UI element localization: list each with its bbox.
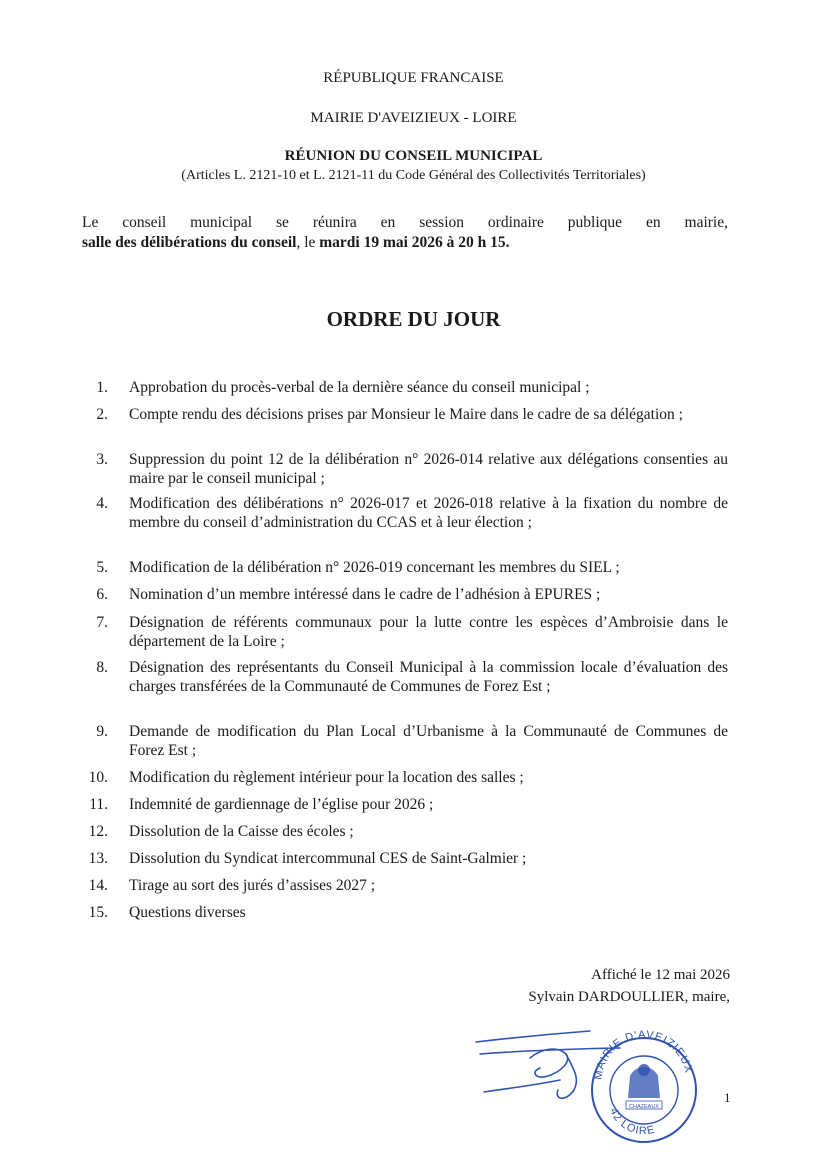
agenda-title: ORDRE DU JOUR bbox=[326, 307, 501, 331]
agenda-text: Tirage au sort des jurés d’assises 2027 ; bbox=[129, 877, 376, 894]
agenda-text: Modification des délibérations n° 2026-017 et 2026-018 relative à la fixation du nombre de membre du conseil d’administration du CCAS et à leur élection ; bbox=[129, 495, 728, 531]
agenda-number: 14. bbox=[88, 877, 108, 894]
agenda-number: 6. bbox=[96, 586, 108, 603]
intro-line-1: Le conseil municipal se réunira en session ordinaire publique en mairie, bbox=[82, 214, 728, 231]
agenda-text: Questions diverses bbox=[129, 904, 246, 921]
agenda-text: Nomination d’un membre intéressé dans le cadre de l’adhésion à EPURES ; bbox=[129, 586, 601, 603]
agenda-number: 5. bbox=[96, 559, 108, 576]
articles-reference: (Articles L. 2121-10 et L. 2121-11 du Code Général des Collectivités Territoriales) bbox=[181, 168, 646, 183]
reunion-title: RÉUNION DU CONSEIL MUNICIPAL bbox=[284, 148, 543, 164]
agenda-text: Suppression du point 12 de la délibération n° 2026-014 relative aux délégations consenties au maire par le conseil municipal ; bbox=[129, 451, 728, 487]
page-number: 1 bbox=[724, 1090, 731, 1105]
agenda-text: Désignation des représentants du Conseil Municipal à la commission locale d’évaluation des charges transférées de la Communauté de Communes de Forez Est ; bbox=[129, 659, 728, 695]
agenda-text: Demande de modification du Plan Local d’Urbanisme à la Communauté de Communes de Forez Est ; bbox=[129, 723, 728, 759]
agenda-text: Dissolution de la Caisse des écoles ; bbox=[129, 823, 354, 840]
seal-top-text: MAIRIE D'AVEIZIEUX bbox=[592, 1028, 695, 1081]
agenda-text: Modification de la délibération n° 2026-019 concernant les membres du SIEL ; bbox=[129, 559, 620, 576]
agenda-text: Modification du règlement intérieur pour la location des salles ; bbox=[129, 769, 524, 786]
mairie-heading: MAIRIE D'AVEIZIEUX - LOIRE bbox=[310, 110, 517, 126]
intro-mid: , le bbox=[296, 234, 320, 251]
agenda-number: 12. bbox=[88, 823, 108, 840]
agenda-text: Désignation de référents communaux pour la lutte contre les espèces d’Ambroisie dans le département de la Loire ; bbox=[129, 614, 728, 650]
intro-line-2 bbox=[82, 233, 728, 253]
intro-date: mardi 19 mai 2026 à 20 h 15. bbox=[319, 234, 510, 251]
posted-date: Affiché le 12 mai 2026 bbox=[591, 967, 730, 983]
agenda-number: 4. bbox=[96, 495, 108, 512]
agenda-number: 9. bbox=[96, 723, 108, 740]
agenda-number: 15. bbox=[88, 904, 108, 921]
intro-salle: salle des délibérations du conseil bbox=[82, 234, 297, 251]
agenda-number: 8. bbox=[96, 659, 108, 676]
agenda-number: 2. bbox=[96, 406, 108, 423]
agenda-text: Compte rendu des décisions prises par Monsieur le Maire dans le cadre de sa délégation ; bbox=[129, 406, 683, 423]
agenda-text: Approbation du procès-verbal de la dernière séance du conseil municipal ; bbox=[129, 379, 590, 396]
seal-inner-label: CHAZEAUX bbox=[629, 1104, 659, 1110]
agenda-number: 7. bbox=[96, 614, 108, 631]
signatory: Sylvain DARDOULLIER, maire, bbox=[528, 989, 730, 1005]
official-seal bbox=[592, 1029, 696, 1142]
mairie-stamp-signature bbox=[470, 1018, 710, 1148]
agenda-number: 3. bbox=[96, 451, 108, 468]
agenda-number: 1. bbox=[96, 379, 108, 396]
agenda-text: Indemnité de gardiennage de l’église pour 2026 ; bbox=[129, 796, 434, 813]
agenda-number: 13. bbox=[88, 850, 108, 867]
seal-bottom-text: 42 LOIRE bbox=[607, 1106, 657, 1138]
agenda-text: Dissolution du Syndicat intercommunal CES de Saint-Galmier ; bbox=[129, 850, 527, 867]
agenda-number: 11. bbox=[89, 796, 108, 813]
republique-heading: RÉPUBLIQUE FRANCAISE bbox=[323, 70, 504, 86]
agenda-number: 10. bbox=[88, 769, 108, 786]
